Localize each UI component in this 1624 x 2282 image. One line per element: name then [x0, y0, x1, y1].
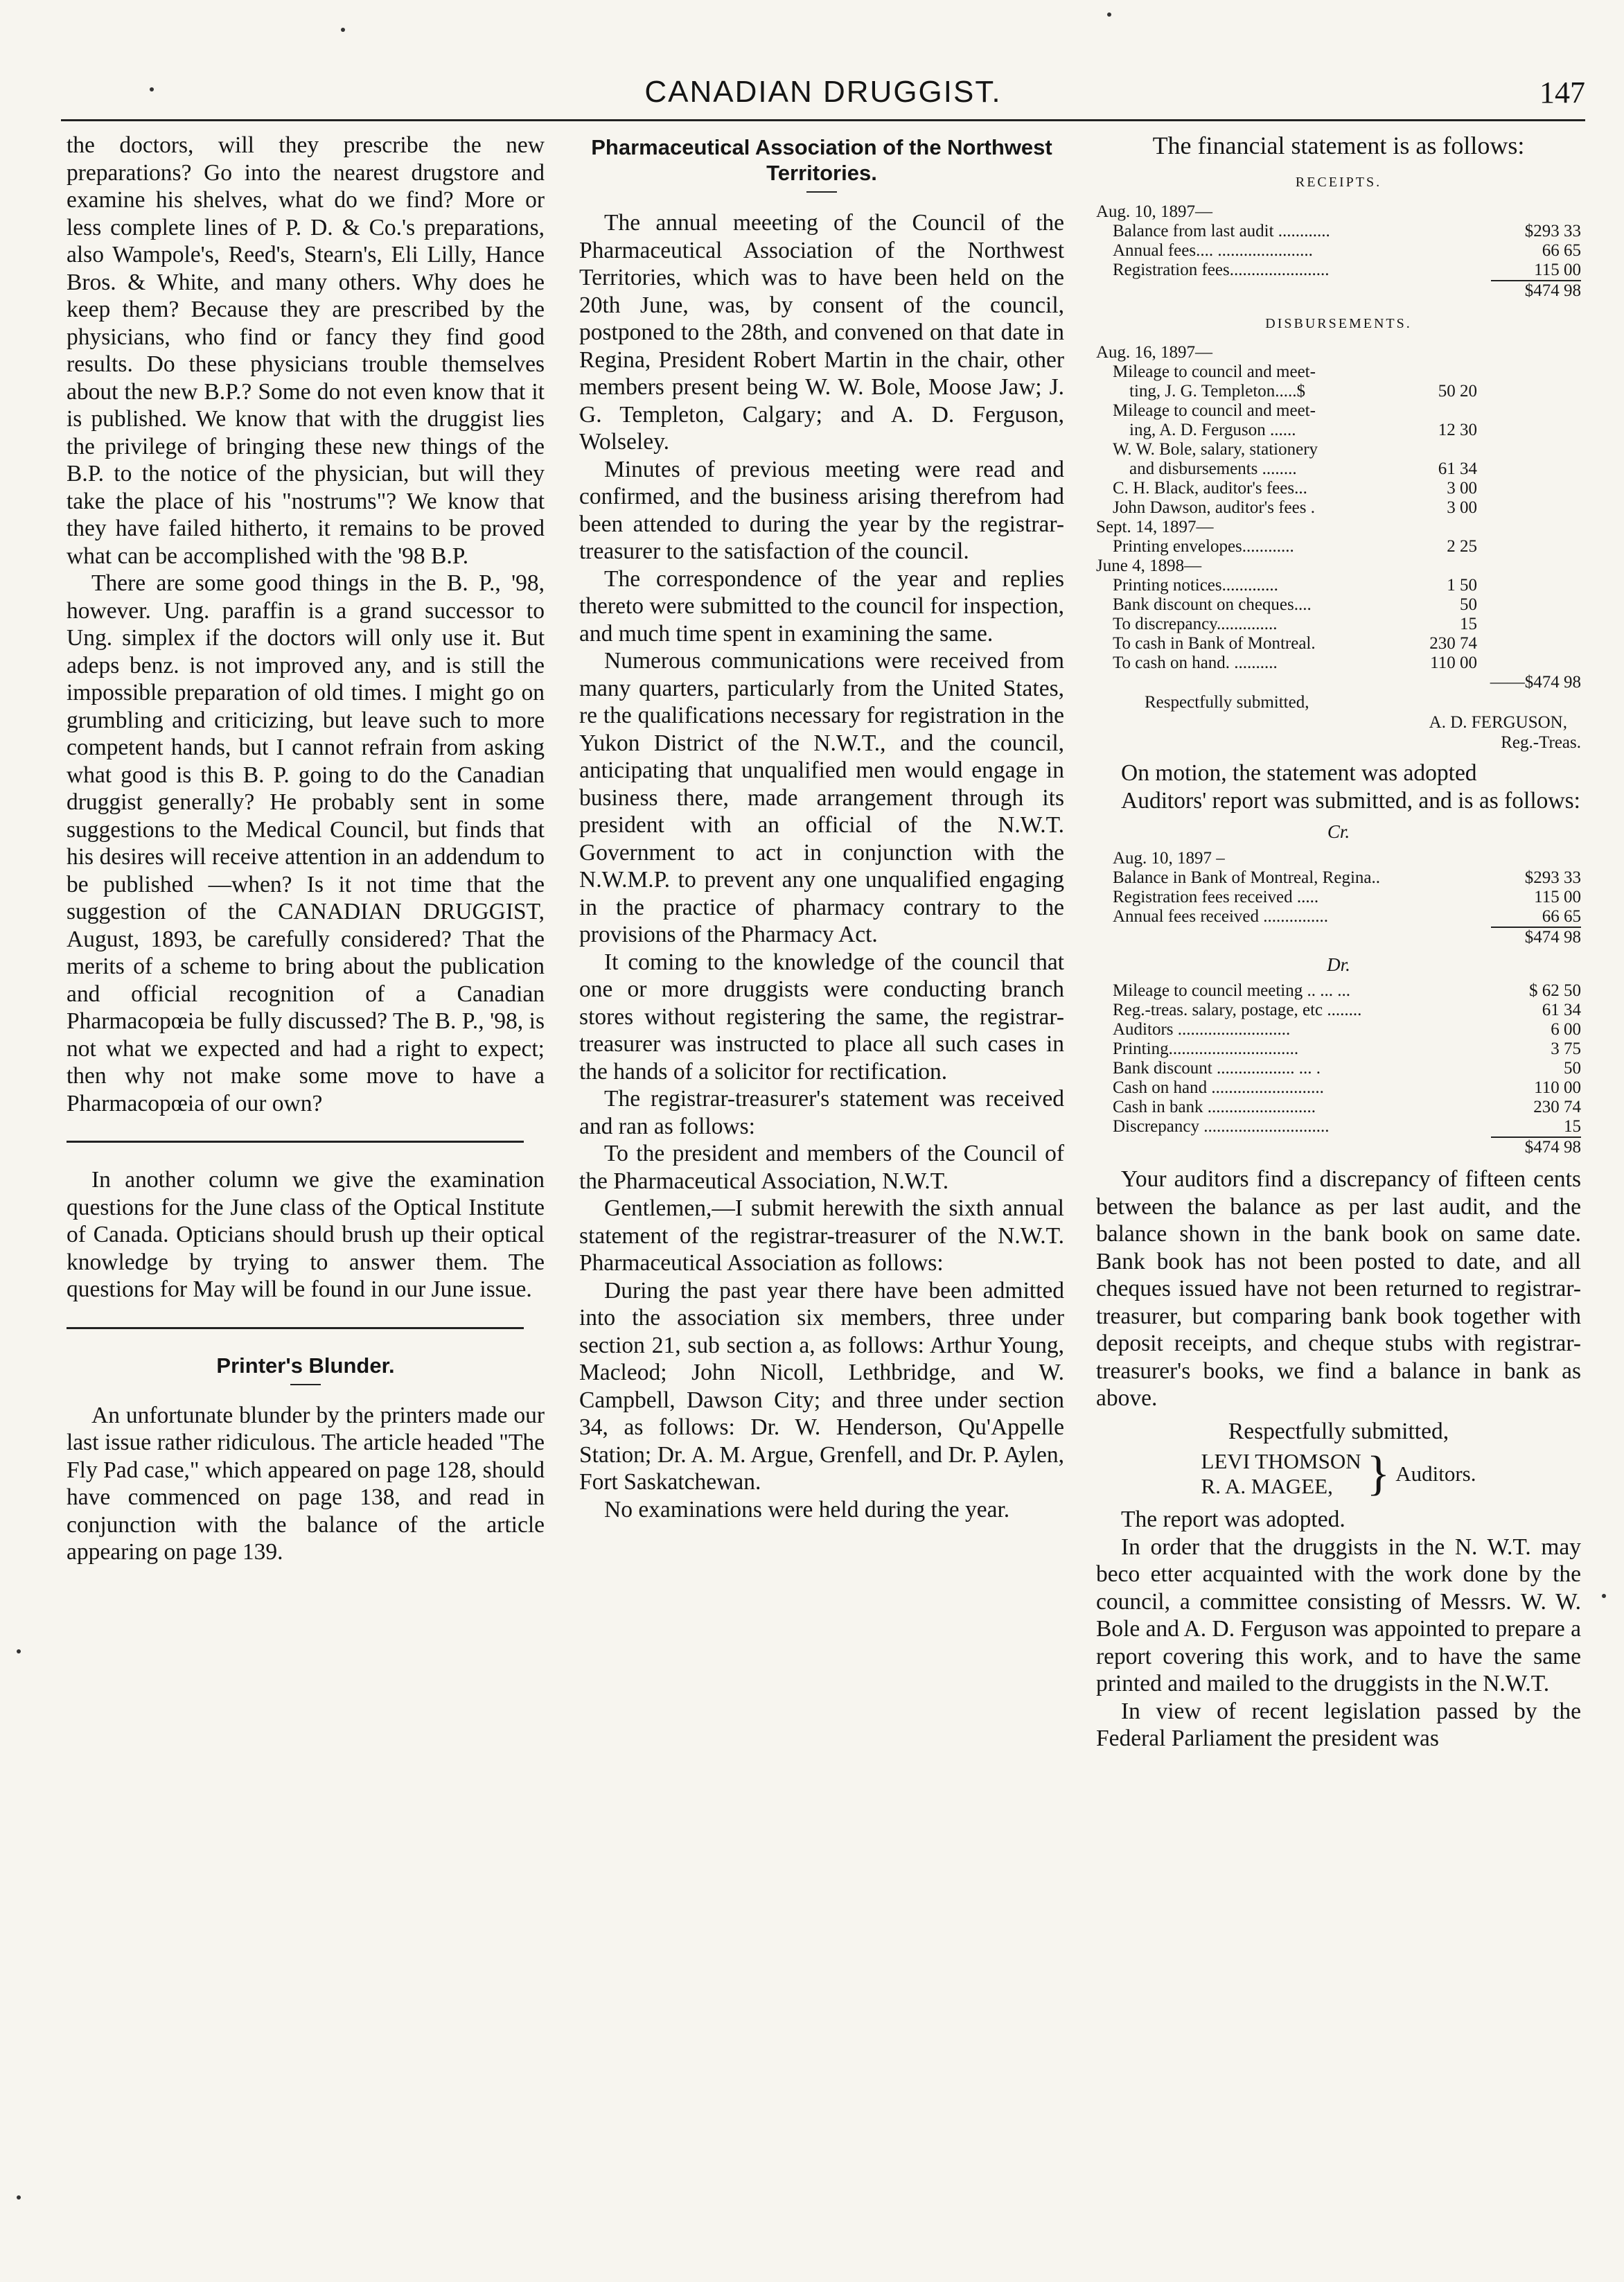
debit-title: Dr.: [1327, 954, 1350, 975]
disbursement-row: [1096, 382, 1581, 401]
disbursement-label: ting, J. G. Templeton.....$: [1129, 382, 1306, 401]
ink-speck: [17, 2195, 21, 2200]
disbursement-label: ing, A. D. Ferguson ......: [1129, 421, 1296, 439]
receipts-list: [1096, 222, 1581, 280]
auditors-signature: [1096, 1449, 1581, 1499]
credit-row-label: Annual fees received ...............: [1113, 906, 1328, 926]
credit-row: [1096, 907, 1581, 927]
disbursement-amount: 1 50: [1447, 576, 1477, 595]
heading-dash: [290, 1384, 321, 1385]
disbursement-total: [1477, 518, 1581, 537]
disbursement-label: Printing envelopes............: [1113, 537, 1294, 556]
disbursement-row: [1096, 498, 1581, 518]
disbursement-row: [1096, 615, 1581, 634]
debit-total: $474 98: [1524, 1138, 1581, 1157]
credit-row-label: Balance in Bank of Montreal, Regina..: [1113, 868, 1380, 887]
receipt-row-amount: 115 00: [1534, 260, 1581, 279]
col2-paragraph: No examinations were held during the year.: [604, 1496, 1010, 1522]
disbursement-total: [1477, 479, 1581, 498]
debit-row: [1096, 1001, 1581, 1020]
disbursement-amount: 61 34: [1438, 459, 1477, 478]
col1-paragraph: There are some good things in the B. P., '98, however. Ung. paraffin is a grand successor to Ung. simplex if the doctors will only use it. But adeps benz. is not improved any, and is still the impossible preparation of old times. I might go on grumbling and criticizing, but leave such to more competent hands, but I cannot refrain from asking what good is this B. P. going to do the Canadian druggist generally? He probably sent in some suggestions to the Medical Council, but finds that his desires will receive attention in an addendum to be published —when? Is it not time that the suggestion of the CANADIAN DRUGGIST, August, 1893, be carefully considered? That the merits of a scheme to bring about the publication and official recognition of a Canadian Pharmacopœia be fully discussed? The B. P., '98, is not what we expected and had a right to expect; then why not make some move to have a Pharmacopœia of our own?: [67, 570, 545, 1116]
ink-speck: [1602, 1594, 1606, 1598]
disbursement-row: [1096, 479, 1581, 498]
auditors-submitted: Respectfully submitted,: [1228, 1418, 1449, 1444]
credit-title: Cr.: [1327, 821, 1350, 842]
disbursement-total: [1477, 556, 1581, 576]
col1-paragraph: In another column we give the examination questions for the June class of the Optical Institute of Canada. Opticians should brush up their optical knowledge by trying to answer them. The questions for May will be found in our June issue.: [67, 1167, 545, 1302]
col3-paragraph: In order that the druggists in the N. W.T. may beco etter acquainted with the work done by the council, a committee consisting of Messrs. W. W. Bole and A. D. Ferguson was appointed to prepare a report covering this work, and to have the same printed and mailed to the druggists in the N.W.T.: [1096, 1534, 1581, 1696]
disbursement-row: [1096, 576, 1581, 595]
disbursement-amount: [1401, 362, 1477, 382]
header-rule: [61, 119, 1585, 121]
disbursement-total: [1477, 421, 1581, 440]
disbursement-row: [1096, 537, 1581, 556]
disbursement-row: [1096, 362, 1581, 382]
disbursement-amount: [1401, 673, 1477, 692]
disbursement-label: and disbursements ........: [1129, 459, 1297, 478]
disbursement-total: [1477, 595, 1581, 615]
ink-speck: [17, 1649, 21, 1653]
disbursement-label: To discrepancy..............: [1113, 615, 1278, 633]
heading-dash: [806, 191, 837, 193]
receipts-date: Aug. 10, 1897—: [1096, 202, 1213, 221]
ink-speck: [1107, 12, 1111, 17]
receipt-row: [1096, 241, 1581, 261]
ink-speck: [150, 87, 154, 91]
receipts-total: $474 98: [1524, 281, 1581, 300]
disbursement-amount: 110 00: [1430, 653, 1477, 672]
debit-row-label: Discrepancy .............................: [1113, 1117, 1330, 1136]
disbursement-amount: 15: [1460, 615, 1477, 633]
debit-row: [1096, 1098, 1581, 1117]
debit-row: [1096, 1059, 1581, 1078]
disbursement-row: [1096, 653, 1581, 673]
credit-row: [1096, 888, 1581, 907]
credit-list: [1096, 868, 1581, 927]
disbursement-label: John Dawson, auditor's fees .: [1113, 498, 1315, 517]
disbursement-label: Printing notices.............: [1113, 576, 1278, 595]
disbursement-amount: 50: [1460, 595, 1477, 614]
receipt-row: [1096, 222, 1581, 241]
disbursement-row: [1096, 518, 1581, 537]
credit-total: $474 98: [1524, 927, 1581, 947]
disbursement-label: Mileage to council and meet-: [1113, 401, 1316, 420]
disbursement-amount: 50 20: [1438, 382, 1477, 401]
disbursement-label: To cash in Bank of Montreal.: [1113, 634, 1316, 653]
disbursement-amount: [1401, 343, 1477, 362]
disbursement-total: [1477, 576, 1581, 595]
disbursement-label: June 4, 1898—: [1096, 556, 1202, 575]
debit-row: [1096, 1020, 1581, 1039]
credit-row-amount: $293 33: [1524, 868, 1581, 887]
debit-row-label: Cash on hand ..........................: [1113, 1078, 1324, 1097]
debit-row-amount: 61 34: [1542, 1001, 1581, 1019]
auditors-label: Auditors.: [1395, 1462, 1476, 1486]
disbursement-label: To cash on hand. ..........: [1113, 653, 1278, 672]
column-1: [67, 132, 545, 2199]
section-divider: [67, 1327, 524, 1329]
col2-paragraph: The correspondence of the year and replies thereto were submitted to the council for inspection, and much time spent in examining the same.: [579, 565, 1064, 647]
credit-row-amount: 66 65: [1542, 906, 1581, 926]
disbursement-total: [1477, 382, 1581, 401]
disbursement-row: [1096, 440, 1581, 459]
receipt-row-label: Annual fees.... ......................: [1113, 240, 1313, 260]
debit-row-amount: 110 00: [1534, 1078, 1581, 1097]
disbursement-row: [1096, 634, 1581, 653]
disbursement-label: Sept. 14, 1897—: [1096, 518, 1214, 536]
disbursement-label: W. W. Bole, salary, stationery: [1113, 440, 1318, 459]
disbursement-amount: [1401, 440, 1477, 459]
debit-row-label: Cash in bank .........................: [1113, 1098, 1316, 1116]
debit-row-label: Mileage to council meeting .. ... ...: [1113, 981, 1350, 1000]
treasurer-signature: Respectfully submitted, A. D. FERGUSON, Reg.-Treas.: [1145, 693, 1581, 752]
col2-paragraph: Gentlemen,—I submit herewith the sixth annual statement of the registrar-treasurer of the N.W.T. Pharmaceutical Association as follows:: [579, 1195, 1064, 1276]
disbursement-amount: 3 00: [1447, 479, 1477, 498]
col2-paragraph: It coming to the knowledge of the council that one or more druggists were conducting branch stores without registering the same, the registrar-treasurer was instructed to place all such cases in the hands of a solicitor for rectification.: [579, 949, 1064, 1085]
section-divider: [67, 1141, 524, 1143]
receipt-row-label: Registration fees.......................: [1113, 260, 1330, 279]
debit-row-amount: 6 00: [1551, 1020, 1581, 1039]
credit-row: [1096, 868, 1581, 888]
disbursements-list: [1096, 343, 1581, 692]
disbursement-amount: 12 30: [1438, 421, 1477, 439]
disbursements-title: DISBURSEMENTS.: [1265, 315, 1412, 331]
disbursement-row: [1096, 401, 1581, 421]
disbursement-total: ——$474 98: [1490, 673, 1581, 692]
credit-row-label: Registration fees received .....: [1113, 887, 1319, 906]
disbursement-amount: 3 00: [1447, 498, 1477, 517]
col2-paragraph: During the past year there have been admitted into the association six members, three under section 21, sub section a, as follows: Arthur Young, Macleod; John Nicoll, Lethbridge, and W. Campbell, Dawson City; and three under section 34, as follows: Dr. W. Henderson, Qu'Appelle Station; Dr. A. M. Argue, Grenfell, and Dr. P. Aylen, Fort Saskatchewan.: [579, 1277, 1064, 1495]
column-3: [1096, 132, 1581, 2199]
disbursement-amount: [1401, 401, 1477, 421]
disbursement-row: [1096, 421, 1581, 440]
disbursement-total: [1477, 459, 1581, 479]
statement-intro: The financial statement is as follows:: [1152, 132, 1525, 159]
debit-row: [1096, 1039, 1581, 1059]
journal-title: CANADIAN DRUGGIST.: [644, 75, 1002, 109]
page-number: 147: [1539, 76, 1585, 109]
debit-row-amount: 15: [1564, 1117, 1581, 1136]
credit-date: Aug. 10, 1897 –: [1113, 848, 1225, 868]
disbursement-amount: 2 25: [1447, 537, 1477, 556]
disbursement-amount: [1401, 518, 1477, 537]
credit-row-amount: 115 00: [1534, 887, 1581, 906]
receipt-row: [1096, 261, 1581, 280]
disbursement-amount: 230 74: [1429, 634, 1477, 653]
disbursement-row: [1096, 673, 1581, 692]
disbursement-row: [1096, 343, 1581, 362]
disbursement-total: [1477, 401, 1581, 421]
disbursement-total: [1477, 537, 1581, 556]
debit-list: [1096, 981, 1581, 1136]
col2-paragraph: Minutes of previous meeting were read and confirmed, and the business arising therefrom had been attended to during the year by the registrar-treasurer to the satisfaction of the council.: [579, 456, 1064, 564]
col3-paragraph: On motion, the statement was adopted: [1121, 760, 1477, 786]
disbursement-label: [1096, 673, 1401, 692]
disbursement-total: [1477, 653, 1581, 673]
disbursement-total: [1477, 634, 1581, 653]
receipts-title: RECEIPTS.: [1295, 175, 1382, 190]
col2-paragraph: The registrar-treasurer's statement was received and ran as follows:: [579, 1086, 1064, 1139]
debit-row-label: Auditors ..........................: [1113, 1020, 1291, 1039]
disbursement-row: [1096, 556, 1581, 576]
col2-paragraph: To the president and members of the Council of the Pharmaceutical Association, N.W.T.: [579, 1141, 1064, 1194]
auditor-name: R. A. MAGEE,: [1201, 1474, 1333, 1498]
disbursement-label: Aug. 16, 1897—: [1096, 343, 1213, 362]
debit-row: [1096, 1078, 1581, 1098]
debit-row: [1096, 1117, 1581, 1136]
disbursement-label: Mileage to council and meet-: [1113, 362, 1316, 381]
debit-row-amount: 230 74: [1533, 1098, 1581, 1116]
debit-row-label: Reg.-treas. salary, postage, etc ........: [1113, 1001, 1362, 1019]
disbursement-total: [1477, 615, 1581, 634]
article-heading: Printer's Blunder.: [216, 1353, 395, 1378]
brace-glyph: }: [1366, 1447, 1391, 1500]
column-2: [579, 132, 1064, 2199]
col3-paragraph: In view of recent legislation passed by the Federal Parliament the president was: [1096, 1698, 1581, 1751]
debit-row-amount: $ 62 50: [1529, 981, 1581, 1000]
receipt-row-amount: $293 33: [1524, 221, 1581, 240]
receipt-row-amount: 66 65: [1542, 240, 1581, 260]
disbursement-total: [1477, 362, 1581, 382]
col3-paragraph: The report was adopted.: [1121, 1507, 1345, 1532]
disbursement-row: [1096, 595, 1581, 615]
col1-paragraph: An unfortunate blunder by the printers made our last issue rather ridiculous. The article headed "The Fly Pad case," which appeared on page 128, should have commenced on page 138, and read in conjunction with the balance of the article appearing on page 139.: [67, 1402, 545, 1565]
col3-paragraph: Your auditors find a discrepancy of fifteen cents between the balance as per last audit, and the balance shown in the bank book on same date. Bank book has not been posted to date, and all cheques issued have not been returned to registrar-treasurer, but comparing bank book together with deposit receipts, and cheque stubs with registrar-treasurer's books, we find a balance in bank as above.: [1096, 1166, 1581, 1411]
col3-paragraph: Auditors' report was submitted, and is as follows:: [1121, 787, 1580, 814]
disbursement-amount: [1401, 556, 1477, 576]
article-heading: Pharmaceutical Association of the Northwest Territories.: [591, 135, 1052, 185]
col2-paragraph: Numerous communications were received from many quarters, particularly from the United States, re the qualifications necessary for registration in the Yukon District of the N.W.T., and the council, anticipating that unqualified men would engage in business there, made arrangement through its president with an official of the N.W.T. Government to act in conjunction with the N.W.M.P. to prevent any one unqualified engaging in the practice of pharmacy contrary to the provisions of the Pharmacy Act.: [579, 648, 1064, 947]
disbursement-row: [1096, 459, 1581, 479]
debit-row-amount: 50: [1564, 1059, 1581, 1078]
auditor-name: LEVI THOMSON: [1201, 1449, 1361, 1473]
receipt-row-label: Balance from last audit ............: [1113, 221, 1330, 240]
debit-row-label: Printing..............................: [1113, 1039, 1299, 1058]
ink-speck: [341, 28, 345, 32]
disbursement-label: Bank discount on cheques....: [1113, 595, 1312, 614]
page-header: [61, 75, 1585, 116]
disbursement-label: C. H. Black, auditor's fees...: [1113, 479, 1307, 498]
disbursement-total: [1477, 440, 1581, 459]
col2-paragraph: The annual meeeting of the Council of the Pharmaceutical Association of the Northwest Territories, which was to have been held on the 20th June, was, by consent of the council, postponed to the 28th, and convened on that date in Regina, President Robert Martin in the chair, other members present being W. W. Bole, Moose Jaw; J. G. Templeton, Calgary; and A. D. Ferguson, Wolseley.: [579, 210, 1064, 455]
debit-row-label: Bank discount .................. ... .: [1113, 1059, 1321, 1078]
col1-paragraph: the doctors, will they prescribe the new preparations? Go into the nearest drugstore and examine his shelves, what do we find? More or less complete lines of P. D. & Co.'s preparations, also Wampole's, Reed's, Stearn's, Eli Lilly, Hance Bros. & White, and many others. Why does he keep them? Because they are prescribed by the physicians, who find or fancy they find good results. Do these physicians trouble themselves about the new B.P.? Some do not even know that it is published. We know that with the druggist lies the privilege of bringing these new things of the B.P. to the notice of the physician, but will they take the place of his "nostrums"? We know that they have failed hitherto, it remains to be proved what can be accomplished with the '98 B.P.: [67, 132, 545, 569]
disbursement-total: [1477, 498, 1581, 518]
debit-row: [1096, 981, 1581, 1001]
disbursement-total: [1477, 343, 1581, 362]
debit-row-amount: 3 75: [1551, 1039, 1581, 1058]
